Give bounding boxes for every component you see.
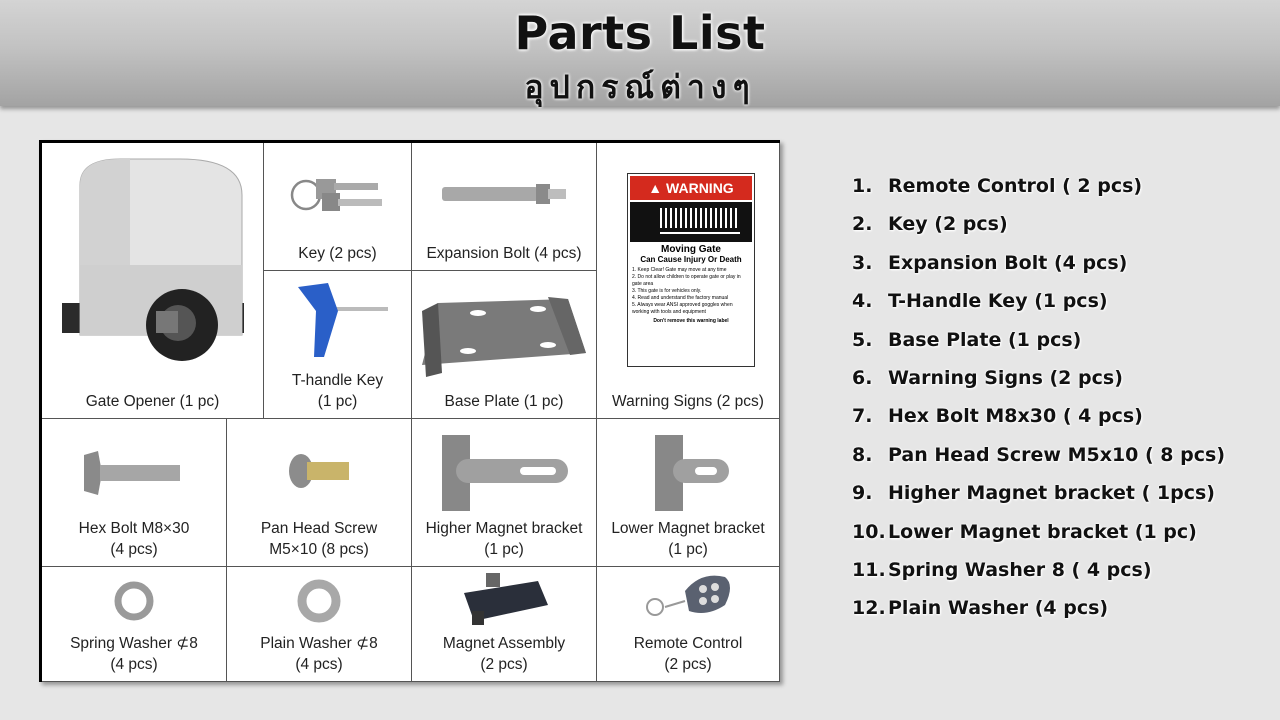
list-item: 5. Base Plate (1 pcs)	[852, 328, 1082, 351]
hex-bolt-image	[82, 451, 182, 495]
gate-opener-image	[60, 155, 246, 365]
cell-pan-head-screw	[227, 419, 412, 567]
higher-magnet-bracket-caption: Higher Magnet bracket (1 pc)	[425, 520, 583, 558]
list-item: 1. Remote Control ( 2 pcs)	[852, 175, 1143, 197]
key-image	[288, 169, 388, 219]
cell-plain-washer	[227, 567, 412, 682]
list-item: 7. Hex Bolt M8x30 ( 4 pcs)	[852, 405, 1143, 428]
warning-sign-image	[627, 173, 755, 367]
cell-hex-bolt	[42, 419, 227, 567]
gate-opener-caption: Gate Opener (1 pc)	[85, 393, 220, 410]
list-item: 9. Higher Magnet bracket ( 1pcs)	[852, 482, 1215, 505]
pan-head-screw-image	[287, 453, 351, 489]
remote-control-caption: Remote Control (2 pcs)	[633, 635, 743, 673]
expansion-bolt-caption: Expansion Bolt (4 pcs)	[426, 245, 582, 262]
cell-magnet-assembly	[412, 567, 597, 682]
cell-spring-washer	[42, 567, 227, 682]
cell-expansion-bolt	[412, 143, 597, 271]
magnet-assembly-image	[458, 571, 550, 627]
hex-bolt-caption: Hex Bolt M8×30 (4 pcs)	[78, 520, 190, 558]
list-item: 10. Lower Magnet bracket (1 pc)	[852, 520, 1197, 543]
page-subtitle: อุปกรณ์ต่างๆ	[524, 68, 756, 106]
list-item: 3. Expansion Bolt (4 pcs)	[852, 251, 1128, 274]
list-item: 12. Plain Washer (4 pcs)	[852, 597, 1109, 620]
list-item: 2. Key (2 pcs)	[852, 213, 1008, 236]
higher-magnet-bracket-image	[436, 433, 572, 513]
gate-pictogram-icon	[630, 202, 752, 242]
cell-warning-signs	[597, 143, 780, 419]
list-item: 11. Spring Washer 8 ( 4 pcs)	[852, 558, 1152, 581]
spring-washer-image	[114, 581, 154, 621]
magnet-assembly-caption: Magnet Assembly (2 pcs)	[442, 635, 566, 673]
t-handle-key-caption: T-handle Key (1 pc)	[291, 372, 384, 410]
lower-magnet-bracket-image	[653, 433, 733, 513]
parts-grid	[39, 140, 780, 682]
warning-banner: ▲ WARNING	[630, 176, 752, 200]
lower-magnet-bracket-caption: Lower Magnet bracket (1 pc)	[611, 520, 765, 558]
warning-triangle-icon: ▲	[648, 180, 663, 196]
list-item: 8. Pan Head Screw M5x10 ( 8 pcs)	[852, 443, 1225, 466]
cell-lower-magnet-bracket	[597, 419, 780, 567]
cell-t-handle-key	[264, 271, 412, 419]
key-caption: Key (2 pcs)	[298, 245, 377, 262]
parts-list	[852, 175, 1225, 636]
warning-rules: 1. Keep Clear! Gate may move at any time 2. Do not allow children to operate gate or play in gate area 3. This gate is for vehicles only. 4. Read and understand the factory manual 5. Always wear ANSI approved goggles when working with tools and equipment	[632, 267, 741, 315]
warning-heading: Moving Gate	[660, 244, 721, 255]
list-item: 6. Warning Signs (2 pcs)	[852, 366, 1123, 389]
cell-gate-opener	[42, 143, 264, 419]
header-banner	[0, 0, 1280, 106]
list-item: 4. T-Handle Key (1 pcs)	[852, 290, 1108, 313]
cell-remote-control	[597, 567, 780, 682]
warning-signs-caption: Warning Signs (2 pcs)	[612, 393, 764, 410]
expansion-bolt-image	[440, 179, 570, 209]
remote-control-image	[641, 571, 737, 623]
warning-subheading: Can Cause Injury Or Death	[640, 255, 742, 264]
base-plate-caption: Base Plate (1 pc)	[444, 393, 564, 410]
plain-washer-image	[297, 579, 341, 623]
t-handle-key-image	[294, 281, 390, 361]
warning-footer: Don't remove this warning label	[653, 318, 729, 324]
cell-base-plate	[412, 271, 597, 419]
pan-head-screw-caption: Pan Head Screw M5×10 (8 pcs)	[260, 520, 378, 558]
plain-washer-caption: Plain Washer ⊄8 (4 pcs)	[260, 635, 378, 673]
spring-washer-caption: Spring Washer ⊄8 (4 pcs)	[70, 635, 198, 673]
base-plate-image	[418, 293, 590, 377]
cell-higher-magnet-bracket	[412, 419, 597, 567]
cell-key	[264, 143, 412, 271]
page-title: Parts List	[514, 6, 766, 60]
